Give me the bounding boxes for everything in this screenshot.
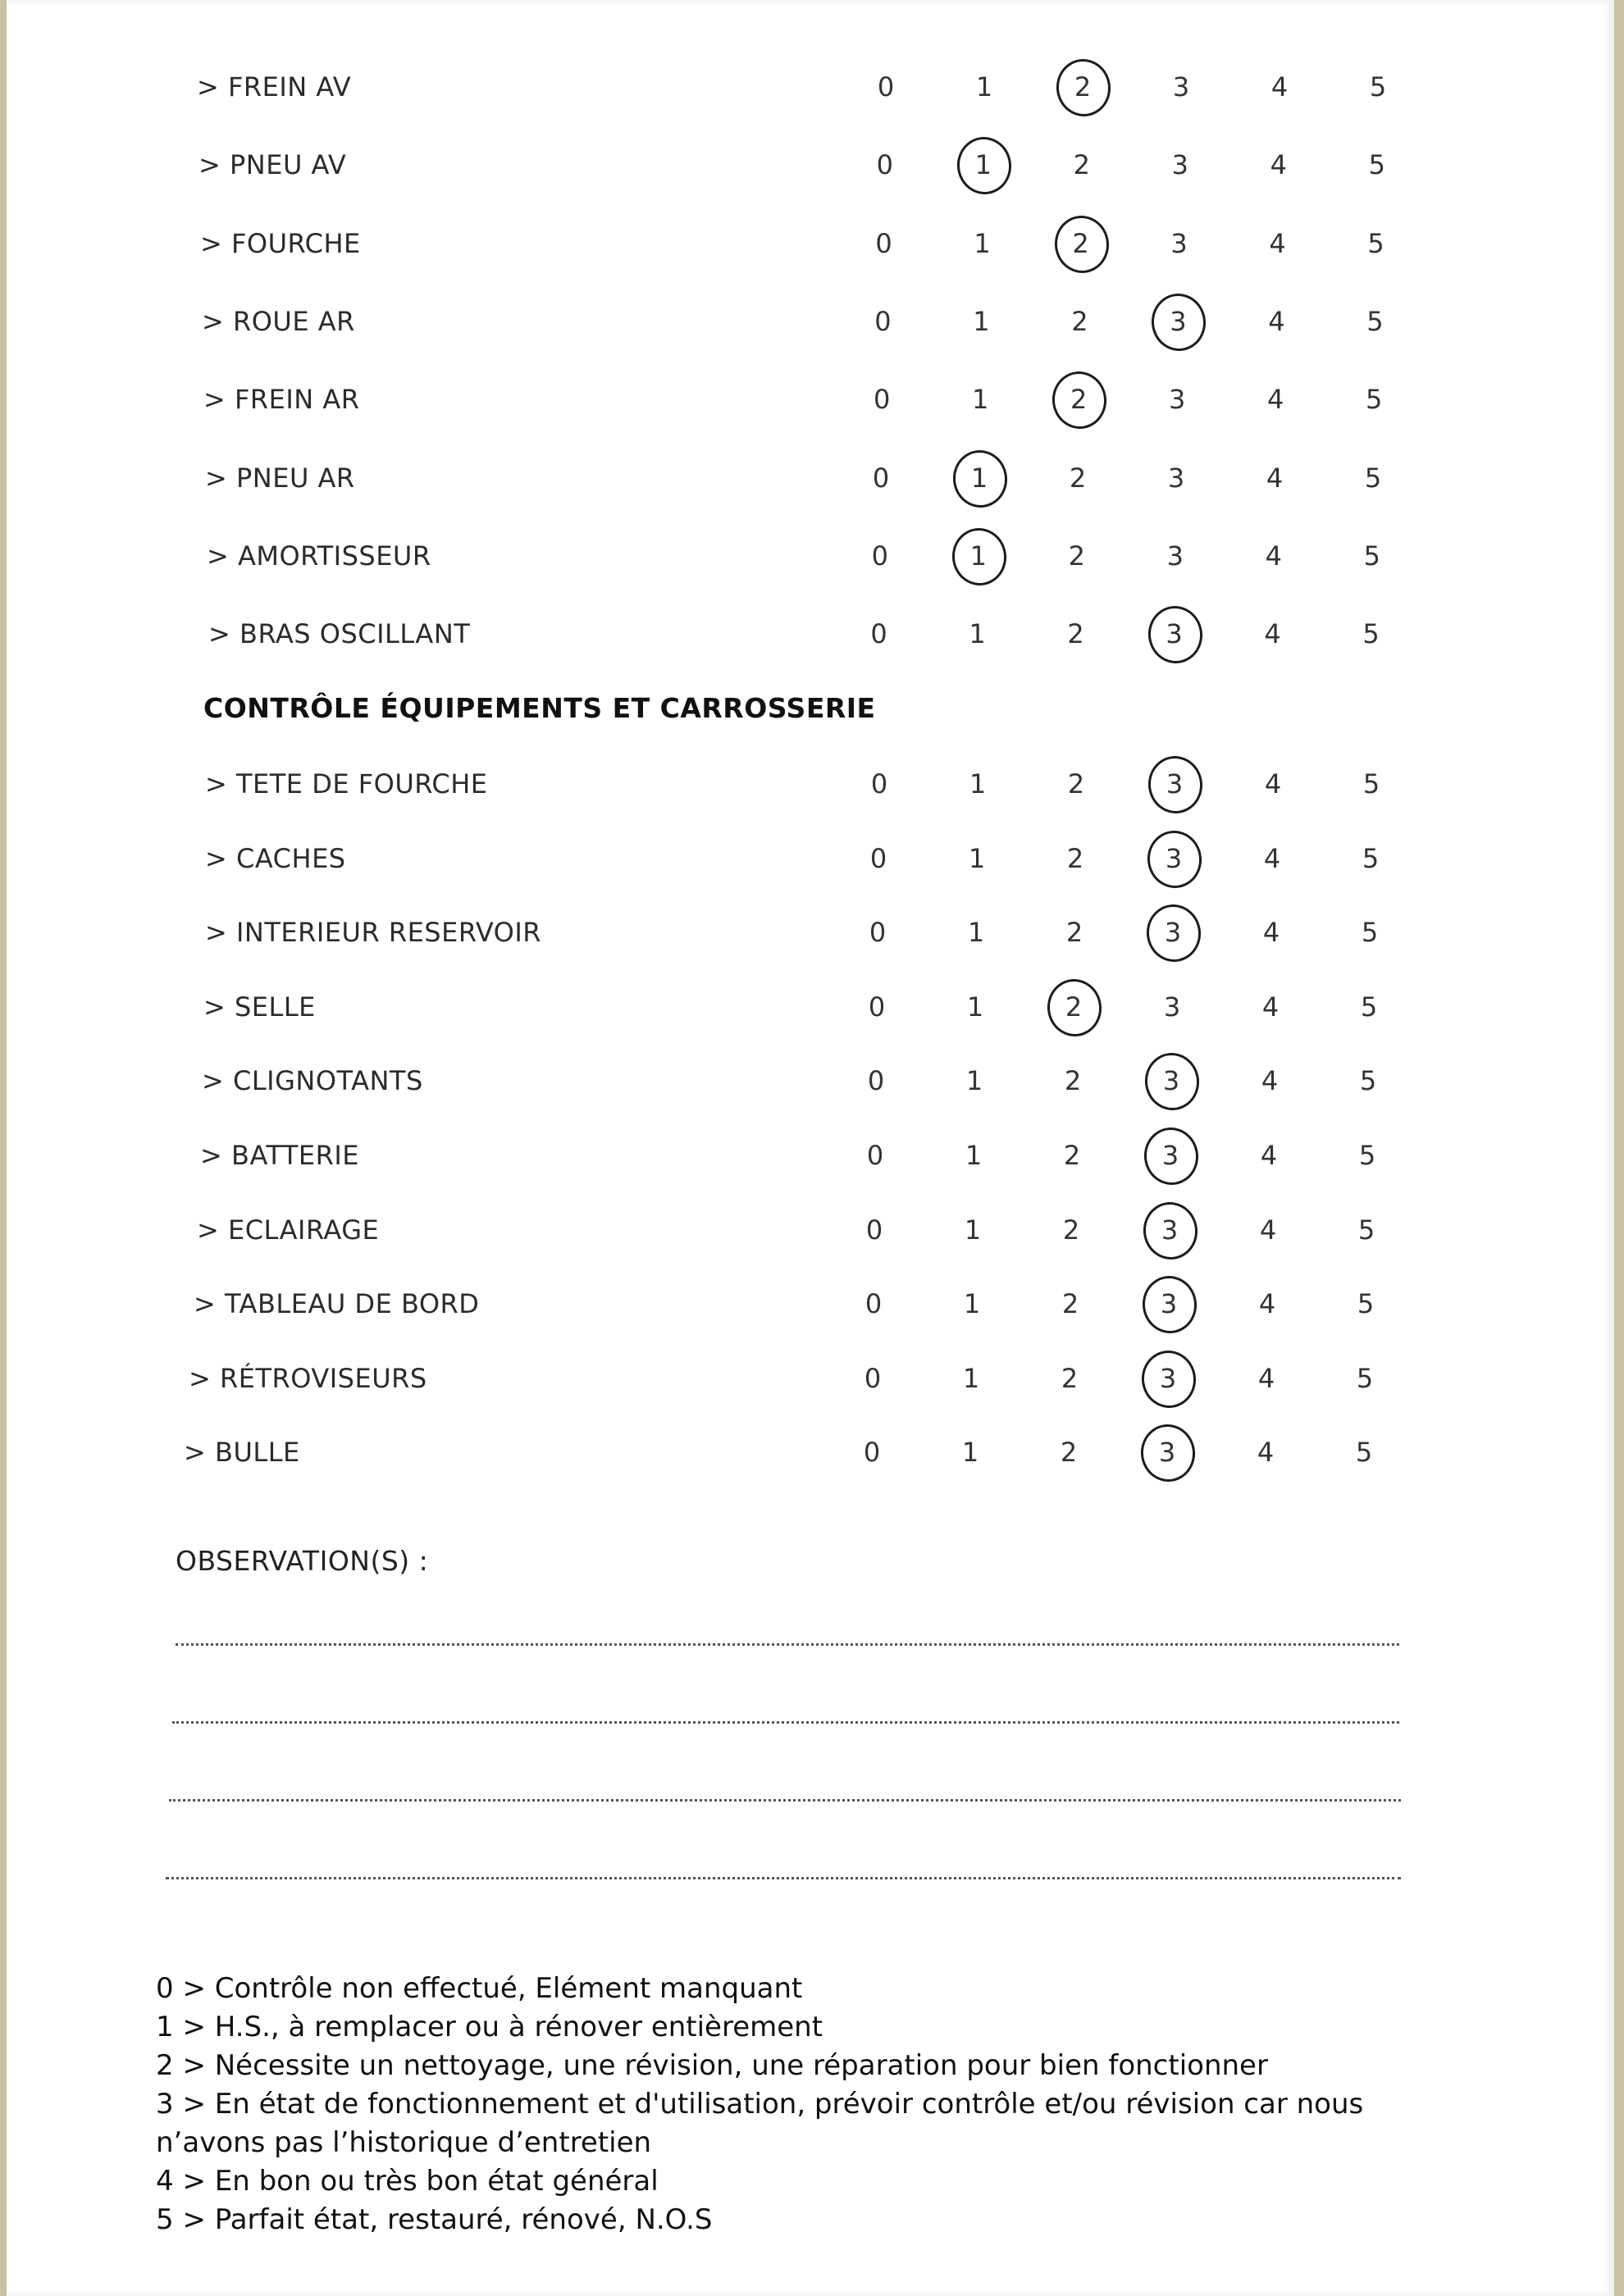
rating-row — [7, 609, 1614, 658]
score-option-2[interactable]: 2 — [1065, 917, 1083, 949]
score-option-5[interactable]: 5 — [1363, 540, 1380, 572]
rating-row-label: > FOURCHE — [200, 227, 361, 259]
score-option-4[interactable]: 4 — [1266, 462, 1284, 494]
score-option-5[interactable]: 5 — [1361, 917, 1379, 949]
score-option-5[interactable]: 5 — [1359, 1065, 1377, 1097]
score-option-3[interactable]: 3 — [1163, 991, 1181, 1023]
rating-row — [7, 1279, 1614, 1328]
observations-label: OBSERVATION(S) : — [176, 1545, 429, 1577]
score-option-3[interactable]: 3 — [1146, 1131, 1195, 1180]
score-option-1[interactable]: 1 — [954, 531, 1003, 581]
score-option-2[interactable]: 2 — [1061, 1362, 1079, 1394]
legend-item: 0 > Contrôle non effectué, Elément manquant — [156, 1972, 803, 2005]
rating-row-label: > TETE DE FOURCHE — [205, 768, 488, 800]
score-option-4[interactable]: 4 — [1259, 1214, 1277, 1246]
observation-line-1[interactable] — [176, 1640, 1399, 1646]
score-option-0[interactable]: 0 — [872, 462, 890, 494]
score-option-1[interactable]: 1 — [965, 1065, 983, 1097]
observation-line-2[interactable] — [172, 1718, 1399, 1724]
score-option-0[interactable]: 0 — [869, 842, 887, 874]
score-option-0[interactable]: 0 — [874, 305, 892, 337]
score-option-4[interactable]: 4 — [1263, 842, 1281, 874]
rating-row — [7, 1056, 1614, 1105]
score-option-3[interactable]: 3 — [1145, 1205, 1194, 1255]
score-option-4[interactable]: 4 — [1264, 768, 1282, 800]
observation-line-3[interactable] — [169, 1796, 1401, 1802]
rating-row — [7, 219, 1614, 268]
score-option-4[interactable]: 4 — [1270, 149, 1287, 181]
score-option-4[interactable]: 4 — [1261, 991, 1280, 1023]
score-option-4[interactable]: 4 — [1262, 917, 1280, 949]
rating-row — [7, 297, 1614, 346]
score-option-3[interactable]: 3 — [1171, 149, 1188, 181]
score-option-2[interactable]: 2 — [1064, 1065, 1082, 1097]
rating-row — [7, 908, 1614, 957]
score-option-5[interactable]: 5 — [1366, 384, 1383, 416]
score-option-2[interactable]: 2 — [1066, 842, 1084, 874]
legend-item: 3 > En état de fonctionnement et d'utilisation, prévoir contrôle et/ou révision car nous n’avons pas l’historique d’entretien — [156, 2088, 1364, 2159]
score-option-0[interactable]: 0 — [875, 227, 892, 259]
score-option-3[interactable]: 3 — [1143, 1354, 1193, 1403]
score-option-1[interactable]: 1 — [972, 384, 989, 416]
legend-item: 4 > En bon ou très bon état général — [156, 2165, 659, 2198]
score-option-2[interactable]: 2 — [1061, 1288, 1079, 1320]
rating-row — [7, 1428, 1614, 1477]
score-option-5[interactable]: 5 — [1366, 305, 1384, 337]
score-option-5[interactable]: 5 — [1364, 462, 1382, 494]
score-option-0[interactable]: 0 — [876, 149, 893, 181]
score-option-3[interactable]: 3 — [1172, 71, 1190, 102]
score-option-3[interactable]: 3 — [1150, 609, 1199, 658]
score-option-1[interactable]: 1 — [959, 140, 1008, 189]
score-option-5[interactable]: 5 — [1362, 842, 1380, 874]
score-option-4[interactable]: 4 — [1264, 618, 1281, 650]
score-option-0[interactable]: 0 — [864, 1288, 883, 1320]
score-option-1[interactable]: 1 — [966, 991, 984, 1023]
score-option-2[interactable]: 2 — [1056, 219, 1106, 268]
score-option-0[interactable]: 0 — [867, 1065, 885, 1097]
score-option-1[interactable]: 1 — [973, 305, 990, 337]
score-option-0[interactable]: 0 — [870, 618, 887, 650]
score-option-2[interactable]: 2 — [1068, 540, 1085, 572]
score-option-4[interactable]: 4 — [1257, 1437, 1275, 1469]
rating-row-label: > BRAS OSCILLANT — [208, 618, 471, 650]
rating-legend — [156, 1970, 1435, 2239]
score-option-1[interactable]: 1 — [965, 1140, 983, 1171]
score-option-2[interactable]: 2 — [1063, 1140, 1081, 1171]
score-option-0[interactable]: 0 — [869, 917, 887, 949]
score-option-3[interactable]: 3 — [1143, 1428, 1192, 1477]
score-option-4[interactable]: 4 — [1257, 1362, 1275, 1394]
score-option-3[interactable]: 3 — [1144, 1279, 1193, 1328]
score-option-0[interactable]: 0 — [874, 384, 891, 416]
rating-row-label: > CLIGNOTANTS — [202, 1065, 423, 1097]
score-option-1[interactable]: 1 — [968, 842, 986, 874]
rating-row-label: > TABLEAU DE BORD — [194, 1288, 480, 1320]
score-option-5[interactable]: 5 — [1358, 1140, 1376, 1171]
rating-row-label: > RÉTROVISEURS — [189, 1362, 427, 1394]
score-option-1[interactable]: 1 — [975, 71, 993, 102]
score-option-5[interactable]: 5 — [1355, 1437, 1373, 1469]
score-option-0[interactable]: 0 — [868, 991, 886, 1023]
score-option-1[interactable]: 1 — [955, 453, 1004, 503]
rating-row-label: > FREIN AR — [203, 384, 360, 416]
score-option-3[interactable]: 3 — [1169, 384, 1186, 416]
score-option-0[interactable]: 0 — [877, 71, 895, 102]
rating-row — [7, 453, 1614, 503]
rating-row-label: > FREIN AV — [197, 71, 352, 102]
score-option-3[interactable]: 3 — [1153, 297, 1202, 346]
rating-row — [7, 834, 1614, 883]
score-option-1[interactable]: 1 — [974, 227, 991, 259]
rating-row — [7, 1354, 1614, 1403]
score-option-1[interactable]: 1 — [964, 1214, 982, 1246]
score-option-5[interactable]: 5 — [1369, 71, 1387, 102]
rating-row — [7, 531, 1614, 581]
rating-row-label: > BULLE — [184, 1437, 300, 1469]
rating-row-label: > ROUE AR — [202, 305, 355, 337]
rating-row-label: > BATTERIE — [200, 1140, 359, 1171]
score-option-1[interactable]: 1 — [969, 768, 987, 800]
legend-item: 5 > Parfait état, restauré, rénové, N.O.S — [156, 2203, 713, 2236]
legend-item: 2 > Nécessite un nettoyage, une révision, une réparation pour bien fonctionner — [156, 2049, 1268, 2082]
score-option-4[interactable]: 4 — [1265, 540, 1282, 572]
rating-row — [7, 1131, 1614, 1180]
score-option-2[interactable]: 2 — [1054, 375, 1103, 424]
checklist-sheet — [7, 0, 1614, 2296]
score-option-4[interactable]: 4 — [1268, 305, 1285, 337]
score-option-2[interactable]: 2 — [1067, 618, 1084, 650]
score-option-0[interactable]: 0 — [866, 1140, 884, 1171]
score-option-4[interactable]: 4 — [1269, 227, 1286, 259]
score-option-0[interactable]: 0 — [870, 768, 888, 800]
score-option-5[interactable]: 5 — [1362, 618, 1380, 650]
rating-row — [7, 375, 1614, 424]
score-option-5[interactable]: 5 — [1357, 1288, 1375, 1320]
score-option-0[interactable]: 0 — [865, 1214, 883, 1246]
score-option-5[interactable]: 5 — [1368, 149, 1385, 181]
score-option-2[interactable]: 2 — [1058, 62, 1107, 112]
score-option-3[interactable]: 3 — [1150, 759, 1199, 809]
score-option-3[interactable]: 3 — [1166, 540, 1184, 572]
score-option-3[interactable]: 3 — [1167, 462, 1185, 494]
score-option-3[interactable]: 3 — [1149, 834, 1198, 883]
score-option-4[interactable]: 4 — [1267, 384, 1284, 416]
score-option-4[interactable]: 4 — [1270, 71, 1289, 102]
score-option-1[interactable]: 1 — [969, 618, 986, 650]
score-option-1[interactable]: 1 — [963, 1288, 981, 1320]
score-option-5[interactable]: 5 — [1360, 991, 1378, 1023]
rating-row — [7, 62, 1614, 112]
observation-line-4[interactable] — [166, 1874, 1401, 1879]
legend-item: 1 > H.S., à remplacer ou à rénover entièrement — [156, 2011, 823, 2043]
score-option-2[interactable]: 2 — [1071, 305, 1088, 337]
score-option-2[interactable]: 2 — [1062, 1214, 1080, 1246]
rating-row — [7, 982, 1614, 1032]
section-title: CONTRÔLE ÉQUIPEMENTS ET CARROSSERIE — [203, 692, 876, 724]
score-option-1[interactable]: 1 — [962, 1362, 980, 1394]
rating-row — [7, 1205, 1614, 1255]
score-option-4[interactable]: 4 — [1258, 1288, 1276, 1320]
score-option-3[interactable]: 3 — [1148, 908, 1197, 957]
score-option-2[interactable]: 2 — [1069, 462, 1087, 494]
score-option-2[interactable]: 2 — [1073, 149, 1090, 181]
rating-row-label: > PNEU AR — [205, 462, 355, 494]
rating-row-label: > ECLAIRAGE — [197, 1214, 380, 1246]
rating-row-label: > SELLE — [203, 991, 316, 1023]
rating-row — [7, 759, 1614, 809]
score-option-3[interactable]: 3 — [1170, 227, 1188, 259]
score-option-5[interactable]: 5 — [1367, 227, 1385, 259]
score-option-2[interactable]: 2 — [1060, 1437, 1078, 1469]
score-option-0[interactable]: 0 — [863, 1437, 881, 1469]
score-option-2[interactable]: 2 — [1067, 768, 1085, 800]
score-option-1[interactable]: 1 — [967, 917, 985, 949]
score-option-1[interactable]: 1 — [961, 1437, 979, 1469]
score-option-4[interactable]: 4 — [1261, 1065, 1279, 1097]
rating-row-label: > CACHES — [205, 842, 346, 874]
score-option-0[interactable]: 0 — [864, 1362, 882, 1394]
score-option-5[interactable]: 5 — [1356, 1362, 1374, 1394]
score-option-0[interactable]: 0 — [871, 540, 888, 572]
score-option-5[interactable]: 5 — [1357, 1214, 1375, 1246]
score-option-4[interactable]: 4 — [1260, 1140, 1278, 1171]
rating-row-label: > AMORTISSEUR — [207, 540, 431, 572]
score-option-3[interactable]: 3 — [1147, 1056, 1196, 1105]
score-option-2[interactable]: 2 — [1049, 982, 1098, 1032]
score-option-5[interactable]: 5 — [1362, 768, 1380, 800]
rating-row-label: > INTERIEUR RESERVOIR — [205, 917, 541, 949]
rating-row — [7, 140, 1614, 189]
rating-row-label: > PNEU AV — [198, 149, 347, 181]
